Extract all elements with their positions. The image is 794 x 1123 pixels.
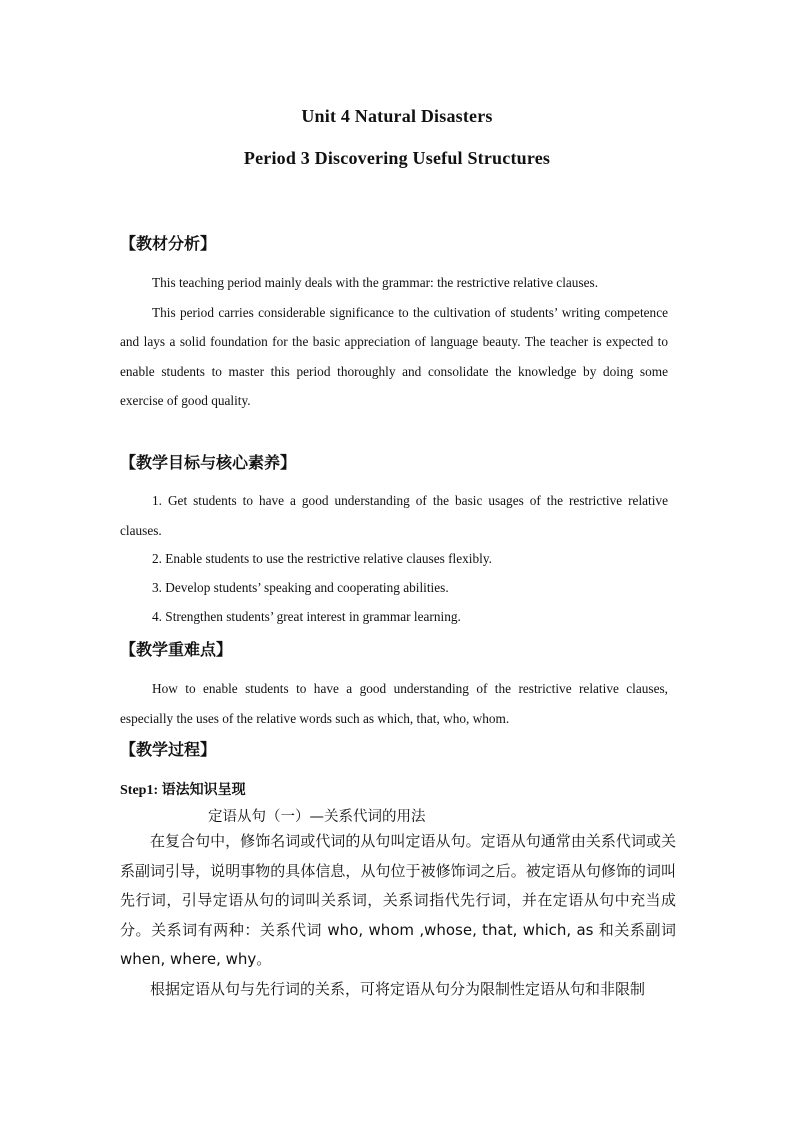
document-subtitle: Period 3 Discovering Useful Structures	[243, 148, 551, 168]
section-heading-key-points: 【教学重难点】	[120, 640, 233, 659]
paragraph: How to enable students to have a good understanding of the restrictive relative clauses, especially the uses of the relative words such as which, that, who, whom.	[120, 681, 668, 726]
grammar-explanation	[120, 827, 676, 1004]
step-title: 语法知识呈现	[161, 782, 246, 798]
objective-item: 2. Enable students to use the restrictive relative clauses flexibly.	[152, 551, 492, 566]
objective-item: 1. Get students to have a good understanding of the basic usages of the restrictive relative clauses.	[120, 493, 668, 538]
section-heading-teaching-process: 【教学过程】	[120, 740, 217, 759]
paragraph: This teaching period mainly deals with the grammar: the restrictive relative clauses.	[152, 275, 599, 290]
paragraph: 根据定语从句与先行词的关系，可将定语从句分为限制性定语从句和非限制	[150, 979, 646, 998]
objective-item: 3. Develop students’ speaking and cooperating abilities.	[152, 580, 449, 595]
section-heading-textbook-analysis: 【教材分析】	[120, 234, 217, 253]
objective-item: 4. Strengthen students’ great interest in grammar learning.	[152, 609, 461, 624]
grammar-subtitle: 定语从句（一）—关系代词的用法	[208, 809, 426, 825]
section-heading-objectives: 【教学目标与核心素养】	[120, 453, 297, 472]
document-title: Unit 4 Natural Disasters	[301, 106, 493, 126]
paragraph: 在复合句中，修饰名词或代词的从句叫定语从句。定语从句通常由关系代词或关系副词引导，说明事物的具体信息，从句位于被修饰词之后。被定语从句修饰的词叫先行词，引导定语从句的词叫关系词，关系词指代先行词，并在定语从句中充当成分。关系词有两种：关系代词 who, whom ,whose, that, which, as 和关系副词 when, where, why。	[120, 832, 676, 968]
section-key-points-body	[120, 674, 668, 733]
step-heading	[120, 779, 246, 799]
step-label: Step1:	[120, 783, 159, 798]
paragraph: This period carries considerable significance to the cultivation of students’ writing competence and lays a solid foundation for the basic appreciation of language beauty. The teacher is expected to enable students to master this period thoroughly and consolidate the knowledge by doing some exercise of good quality.	[120, 304, 668, 408]
section-textbook-analysis-body	[120, 268, 668, 416]
